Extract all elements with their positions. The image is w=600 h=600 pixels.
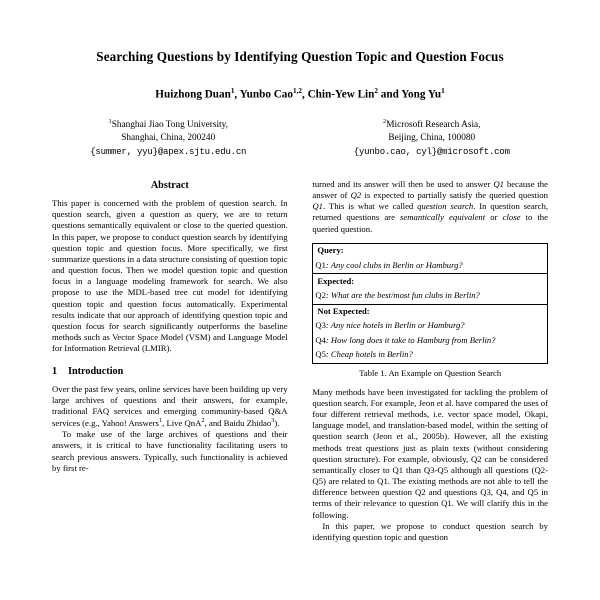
abstract-heading: Abstract — [150, 179, 189, 191]
footnote-marker-3: 3 — [271, 417, 275, 425]
table-row: Query: — [317, 245, 344, 256]
table-row: Q5: Cheap hotels in Berlin? — [315, 349, 413, 360]
table-row: Q1: Any cool clubs in Berlin or Hamburg? — [315, 259, 463, 270]
intro-paragraph-2: To make use of the large archives of questions and their answers, it is critical to have functionality facilitating users to search previous answers. Typically, such functionality is achieved by first re- — [52, 429, 288, 473]
table-caption: Table 1. An Example on Question Search — [359, 367, 502, 378]
footnote-marker-1: 1 — [158, 417, 163, 425]
author-sep-2: , — [301, 88, 308, 101]
page-title: Searching Questions by Identifying Question Topic and Question Focus — [96, 49, 504, 64]
affiliation-2-line2: Beijing, China, 100080 — [388, 133, 476, 144]
author-2-affil-marker: 1,2 — [292, 87, 302, 96]
intro-paragraph-1: Over the past few years, online services have been building up very large archives of questions and their answers, for example, traditional FAQ services and emerging community-based Q&A services (e.g., Yahoo! Answers$^1$, Live QnA$^2$, and Baidu Zhidao$^3$). — [52, 383, 288, 428]
affiliation-1-line1: $^1$Shanghai Jiao Tong University, — [108, 117, 229, 130]
right-column — [312, 179, 548, 543]
table-row: Q4: How long does it take to Hamburg from Berlin? — [315, 334, 496, 345]
table-row: Q3: Any nice hotels in Berlin or Hamburg? — [315, 320, 465, 331]
author-sep-1: , — [234, 88, 240, 101]
section-1-number: 1 — [52, 366, 58, 378]
footnote-marker-2: 2 — [201, 417, 205, 425]
abstract-text: This paper is concerned with the problem of question search. In question search, given a question as query, we are to return questions semantically equivalent or close to the queried question. In this paper, we propose to conduct question search by identifying question topic and question focus. More specifically, we first summarize questions in a data structure consisting of question topic and question focus. Then we model question topic and question focus in a language modeling framework for search. We also propose to use the MDL-based tree cut model for identifying question topic and question focus automatically. Experimental results indicate that our approach of identifying question topic and question focus for search significantly outperforms the baseline methods such as Vector Space Model (VSM) and Language Model for Information Retrieval (LMIR). — [52, 198, 288, 354]
affiliation-1-line2: Shanghai, China, 200240 — [121, 133, 216, 144]
section-1-title: Introduction — [68, 366, 124, 378]
author-4-affil-marker: 1 — [441, 87, 445, 96]
author-3-affil-marker: 2 — [374, 87, 378, 96]
affiliation-2-marker: 2 — [383, 117, 387, 125]
example-table — [312, 243, 548, 364]
right-paragraph-1: turned and its answer will then be used to answer Q1 because the answer of Q2 is expected to partially satisfy the queried question Q1. This is what we called question search. In question search, returned questions are semantically equivalent or close to the queried question. — [312, 178, 548, 234]
affiliation-block — [56, 117, 544, 159]
author-conjunction: and — [378, 88, 402, 101]
author-1-affil-marker: 1 — [230, 87, 235, 96]
section-1-heading — [52, 365, 288, 378]
affiliation-2-email: {yunbo.cao, cyl}@microsoft.com — [353, 146, 510, 157]
author-2-name: Yunbo Cao — [239, 88, 293, 101]
right-paragraph-2: Many methods have been investigated for tackling the problem of question search. For example, Jeon et al. have compared the uses of four different retrieval methods, i.e. vector space model, Okapi, language model, and translation-based model, within the setting of question search (Jeon et al., 2005b). However, all the existing methods treat questions just as plain texts (without considering question structure). For example, obviously, Q2 can be considered semantically closer to Q1 than Q3-Q5 although all questions (Q2-Q5) are related to Q1. The existing methods are not able to tell the difference between question Q2 and questions Q3, Q4, and Q5 in terms of their relevance to question Q1. We will clarify this in the following. — [312, 386, 548, 520]
author-1-name: Huizhong Duan — [155, 88, 231, 101]
affiliation-1-email: {summer, yyu}@apex.sjtu.edu.cn — [90, 146, 247, 157]
author-4-name: Yong Yu — [401, 88, 442, 101]
table-row: Not Expected: — [313, 304, 547, 320]
affiliation-1 — [56, 117, 280, 159]
author-3-name: Chin-Yew Lin — [307, 88, 375, 101]
left-column — [52, 179, 288, 543]
body-columns — [52, 179, 548, 543]
affiliation-2-line1: $^2$Microsoft Research Asia, — [383, 117, 481, 130]
right-paragraph-3: In this paper, we propose to conduct question search by identifying question topic and question — [312, 520, 548, 542]
author-list — [52, 87, 548, 101]
table-row: Expected: — [313, 273, 547, 289]
table-row: Q2: What are the best/most fun clubs in Berlin? — [315, 290, 480, 301]
affiliation-1-marker: 1 — [108, 117, 112, 125]
affiliation-2 — [320, 117, 544, 159]
